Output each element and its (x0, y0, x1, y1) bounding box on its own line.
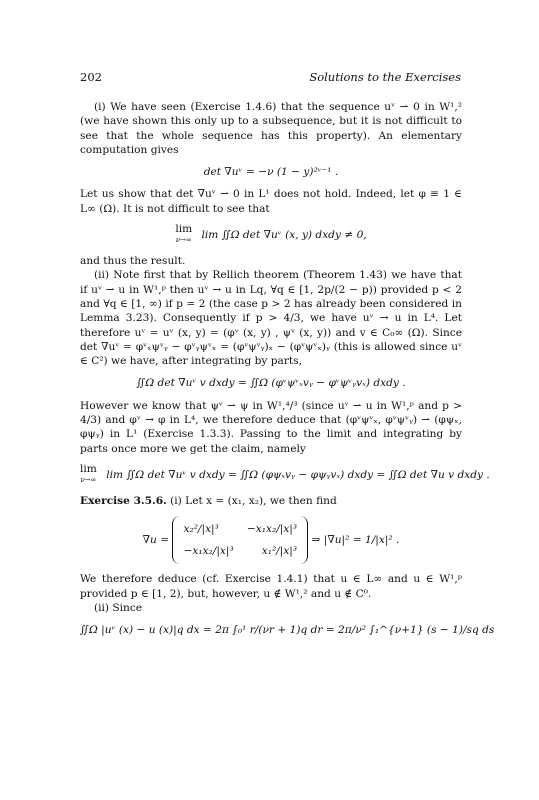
paragraph-3: and thus the result. (80, 255, 186, 268)
paragraph-5: However we know that ψᵛ ⇀ ψ in W¹,⁴/³ (since uᵛ ⇀ u in W¹,ᵖ and p > 4/3) and φᵛ → φ in L⁴, we therefore deduce that (φᵛψᵛₓ, φᵛψᵛᵧ) ⇀ (φψₓ, φψᵧ) in L¹ (Exercise 1.3.3). Passing to the limit and integrating by parts once more we get the claim, namely (80, 399, 462, 455)
paragraph-4: (ii) Note first that by Rellich theorem (Theorem 1.43) we have that if uᵛ ⇀ u in W¹,ᵖ then uᵛ → u in Lq, ∀q ∈ [1, 2p/(2 − p)) provided p < 2 and ∀q ∈ [1, ∞) if p = 2 (the case p > 2 has already been considered in Lemma 3.23). Consequently if p > 4/3, we have uᵛ → u in L⁴. Let therefore uᵛ = uᵛ (x, y) = (φᵛ (x, y) , ψᵛ (x, y)) and v ∈ C₀∞ (Ω). Since det ∇uᵛ = φᵛₓψᵛᵧ − φᵛᵧψᵛₓ = (φᵛψᵛᵧ)ₓ − (φᵛψᵛₓ)ᵧ (this is allowed since uᵛ ∈ C²) we have, after integrating by parts, (80, 269, 462, 368)
paragraph-2: Let us show that det ∇uᵛ ⇀ 0 in L¹ does not hold. Indeed, let φ ≡ 1 ∈ L∞ (Ω). It is not difficult to see that (80, 188, 462, 215)
paragraph-1: (i) We have seen (Exercise 1.4.6) that the sequence uᵛ ⇀ 0 in W¹,² (we have shown this only up to a subsequence, but it is not difficult to see that the whole sequence has this property). An elementary computation gives (80, 101, 462, 156)
exercise-label: Exercise 3.5.6. (80, 494, 167, 507)
equation-1: det ∇uᵛ = −ν (1 − y)²ᵛ⁻¹ . (203, 166, 339, 179)
gradient-matrix (172, 516, 308, 564)
equation-4 (80, 462, 490, 486)
equation-6: ∬Ω |uᵛ (x) − u (x)|q dx = 2π ∫₀¹ r/(νr + 1)q dr = 2π/ν² ∫₁^{ν+1} (s − 1)/sq ds (80, 624, 495, 637)
limit-symbol-2: lim ν→∞ (80, 462, 97, 484)
equation-4-text: lim ∬Ω det ∇uᵛ v dxdy = ∬Ω (φψₓvᵧ − φψᵧvₓ) dxdy = ∬Ω det ∇u v dxdy . (106, 468, 490, 481)
matrix-entry-22: x₁²/|x|³ (261, 545, 298, 558)
equation-5-lhs: ∇u = (142, 534, 170, 547)
paragraph-8: (ii) Since (94, 601, 143, 614)
equation-2 (80, 224, 462, 246)
matrix-entry-12: −x₁x₂/|x|³ (246, 523, 298, 536)
equation-5 (80, 516, 462, 564)
equation-5-rhs: ⇒ |∇u|² = 1/|x|² . (311, 534, 400, 547)
matrix-entry-11: x₂²/|x|³ (183, 523, 219, 536)
running-title: Solutions to the Exercises (309, 70, 461, 84)
paragraph-6: (i) Let x = (x₁, x₂), we then find (170, 494, 337, 507)
page-number: 202 (80, 70, 102, 84)
page-body (80, 100, 495, 645)
equation-3: ∬Ω det ∇uᵛ v dxdy = ∬Ω (φᵛψᵛₓvᵧ − φᵛψᵛᵧvₓ) dxdy . (136, 377, 406, 390)
paragraph-7: We therefore deduce (cf. Exercise 1.4.1) that u ∈ L∞ and u ∈ W¹,ᵖ provided p ∈ [1, 2), but, however, u ∉ W¹,² and u ∉ C⁰. (80, 573, 462, 600)
limit-symbol: lim ν→∞ (175, 223, 193, 245)
equation-2-text: lim ∬Ω det ∇uᵛ (x, y) dxdy ≠ 0, (201, 229, 367, 242)
matrix-entry-21: −x₁x₂/|x|³ (183, 545, 234, 558)
